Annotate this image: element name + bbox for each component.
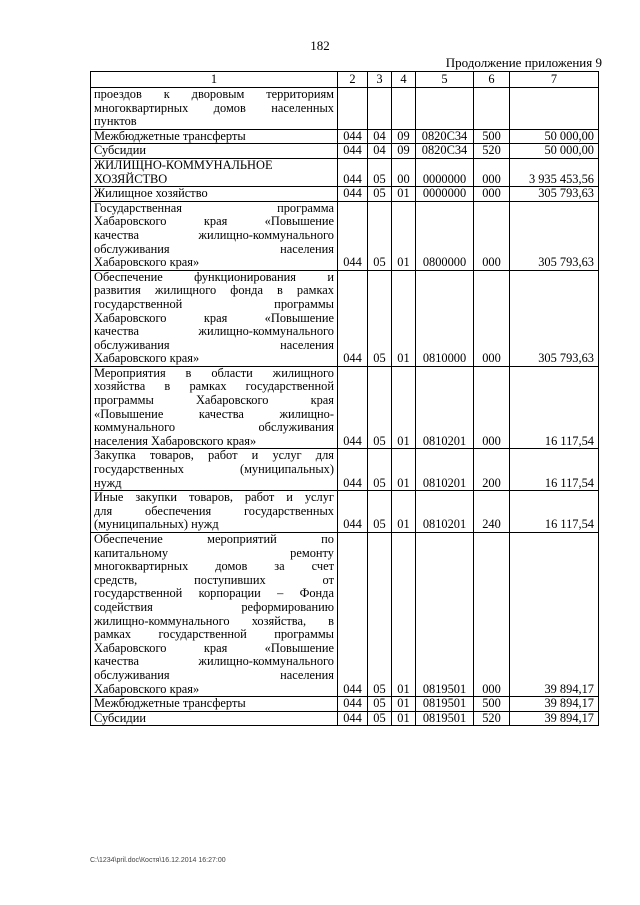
row-name-line: программы Хабаровского края — [94, 393, 334, 408]
continuation-label: Продолжение приложения 9 — [445, 55, 602, 70]
admin-code-cell — [338, 88, 368, 130]
expense-type-cell: 500 — [474, 129, 510, 144]
row-name-line: Хабаровского края» — [94, 681, 200, 696]
table-header-row — [91, 72, 599, 88]
amount-cell: 16 117,54 — [510, 366, 599, 449]
target-article-cell: 0810201 — [416, 491, 474, 533]
row-name-line: Хабаровского края «Повышение — [94, 640, 334, 655]
amount-cell: 50 000,00 — [510, 129, 599, 144]
row-name-line: Межбюджетные трансферты — [94, 129, 246, 143]
target-article-cell — [416, 88, 474, 130]
target-article-cell: 0000000 — [416, 158, 474, 186]
row-name-line: пунктов — [94, 114, 137, 129]
column-header: 3 — [368, 72, 392, 88]
admin-code-cell: 044 — [338, 270, 368, 366]
row-name-line: государственной программы — [94, 296, 334, 311]
section-cell: 05 — [368, 270, 392, 366]
row-name-line: развития жилищного фонда в рамках — [94, 283, 334, 298]
table-row — [91, 697, 599, 712]
budget-table — [90, 71, 599, 726]
expense-type-cell: 000 — [474, 533, 510, 697]
file-path-footer: C:\1234\pril.doc\Костя\16.12.2014 16:27:00 — [90, 857, 226, 864]
amount-cell: 16 117,54 — [510, 449, 599, 491]
row-name-line: Хабаровского края» — [94, 255, 200, 270]
subsection-cell: 01 — [392, 711, 416, 726]
column-header: 1 — [91, 72, 338, 88]
row-name-line: Субсидии — [94, 143, 146, 158]
amount-cell: 305 793,63 — [510, 270, 599, 366]
table-row — [91, 711, 599, 726]
table-row — [91, 533, 599, 697]
section-cell: 05 — [368, 711, 392, 726]
table-row — [91, 88, 599, 130]
section-cell: 05 — [368, 187, 392, 202]
subsection-cell: 01 — [392, 533, 416, 697]
row-name — [91, 270, 338, 366]
amount-cell: 3 935 453,56 — [510, 158, 599, 186]
subsection-cell: 01 — [392, 491, 416, 533]
column-header: 7 — [510, 72, 599, 88]
table-row — [91, 187, 599, 202]
row-name-line: ХОЗЯЙСТВО — [94, 171, 168, 186]
row-name-line: государственных (муниципальных) — [94, 462, 334, 477]
expense-type-cell: 200 — [474, 449, 510, 491]
target-article-cell: 0820С34 — [416, 129, 474, 144]
amount-cell: 305 793,63 — [510, 201, 599, 270]
expense-type-cell: 000 — [474, 187, 510, 202]
admin-code-cell: 044 — [338, 711, 368, 726]
expense-type-cell: 520 — [474, 144, 510, 159]
row-name-line: Субсидии — [94, 711, 146, 725]
row-name-line: ЖИЛИЩНО-КОММУНАЛЬНОЕ — [94, 158, 273, 172]
row-name-line: Хабаровского края» — [94, 351, 200, 366]
amount-cell — [510, 88, 599, 130]
target-article-cell: 0800000 — [416, 201, 474, 270]
subsection-cell: 00 — [392, 158, 416, 186]
admin-code-cell: 044 — [338, 697, 368, 712]
subsection-cell: 09 — [392, 144, 416, 159]
target-article-cell: 0810201 — [416, 449, 474, 491]
column-header: 2 — [338, 72, 368, 88]
target-article-cell: 0819501 — [416, 533, 474, 697]
row-name-line: Жилищное хозяйство — [94, 186, 208, 201]
row-name — [91, 449, 338, 491]
row-name-line: рамках государственной программы — [94, 627, 334, 642]
section-cell: 05 — [368, 201, 392, 270]
target-article-cell: 0810201 — [416, 366, 474, 449]
row-name-line: (муниципальных) нужд — [94, 517, 219, 532]
row-name — [91, 158, 338, 186]
subsection-cell: 01 — [392, 366, 416, 449]
section-cell: 05 — [368, 533, 392, 697]
row-name-line: коммунального обслуживания — [94, 420, 334, 435]
admin-code-cell: 044 — [338, 449, 368, 491]
amount-cell: 39 894,17 — [510, 711, 599, 726]
section-cell — [368, 88, 392, 130]
row-name-line: качества жилищно-коммунального — [94, 227, 334, 242]
row-name-line: обслуживания населения — [94, 667, 334, 682]
row-name-line: Иные закупки товаров, работ и услуг — [94, 490, 334, 505]
column-header: 4 — [392, 72, 416, 88]
row-name-line: Мероприятия в области жилищного — [94, 366, 334, 380]
expense-type-cell: 000 — [474, 201, 510, 270]
row-name-line: государственной корпорации – Фонда — [94, 586, 334, 601]
section-cell: 05 — [368, 491, 392, 533]
expense-type-cell: 000 — [474, 158, 510, 186]
target-article-cell: 0000000 — [416, 187, 474, 202]
row-name-line: проездов к дворовым территориям — [94, 87, 334, 101]
table-row — [91, 158, 599, 186]
expense-type-cell: 240 — [474, 491, 510, 533]
section-cell: 04 — [368, 144, 392, 159]
table-row — [91, 144, 599, 159]
row-name-line: Межбюджетные трансферты — [94, 696, 246, 711]
row-name-line: «Повышение качества жилищно- — [94, 406, 334, 421]
row-name — [91, 697, 338, 712]
expense-type-cell: 500 — [474, 697, 510, 712]
table-row — [91, 201, 599, 270]
row-name-line: многоквартирных домов населенных — [94, 100, 334, 115]
table-row — [91, 491, 599, 533]
row-name — [91, 201, 338, 270]
table-row — [91, 449, 599, 491]
admin-code-cell: 044 — [338, 491, 368, 533]
row-name-line: Обеспечение мероприятий по — [94, 532, 334, 546]
page-number: 182 — [310, 38, 330, 53]
subsection-cell: 01 — [392, 449, 416, 491]
subsection-cell: 01 — [392, 697, 416, 712]
row-name-line: средств, поступивших от — [94, 572, 334, 587]
row-name-line: обслуживания населения — [94, 337, 334, 352]
target-article-cell: 0819501 — [416, 711, 474, 726]
admin-code-cell: 044 — [338, 533, 368, 697]
amount-cell: 39 894,17 — [510, 697, 599, 712]
section-cell: 05 — [368, 366, 392, 449]
row-name — [91, 129, 338, 144]
column-header: 6 — [474, 72, 510, 88]
expense-type-cell: 520 — [474, 711, 510, 726]
admin-code-cell: 044 — [338, 129, 368, 144]
row-name-line: качества жилищно-коммунального — [94, 324, 334, 339]
expense-type-cell — [474, 88, 510, 130]
subsection-cell — [392, 88, 416, 130]
row-name-line: обслуживания населения — [94, 241, 334, 256]
target-article-cell: 0810000 — [416, 270, 474, 366]
row-name-line: качества жилищно-коммунального — [94, 654, 334, 669]
target-article-cell: 0820С34 — [416, 144, 474, 159]
row-name-line: Закупка товаров, работ и услуг для — [94, 448, 334, 463]
subsection-cell: 01 — [392, 187, 416, 202]
row-name-line: Хабаровского края «Повышение — [94, 214, 334, 229]
row-name — [91, 144, 338, 159]
admin-code-cell: 044 — [338, 187, 368, 202]
expense-type-cell: 000 — [474, 366, 510, 449]
subsection-cell: 09 — [392, 129, 416, 144]
amount-cell: 305 793,63 — [510, 187, 599, 202]
admin-code-cell: 044 — [338, 158, 368, 186]
amount-cell: 16 117,54 — [510, 491, 599, 533]
row-name — [91, 491, 338, 533]
row-name — [91, 187, 338, 202]
admin-code-cell: 044 — [338, 201, 368, 270]
amount-cell: 50 000,00 — [510, 144, 599, 159]
subsection-cell: 01 — [392, 270, 416, 366]
row-name-line: нужд — [94, 475, 122, 490]
row-name-line: хозяйства в рамках государственной — [94, 379, 334, 394]
section-cell: 05 — [368, 158, 392, 186]
target-article-cell: 0819501 — [416, 697, 474, 712]
column-header: 5 — [416, 72, 474, 88]
row-name-line: населения Хабаровского края» — [94, 433, 257, 448]
row-name — [91, 711, 338, 726]
table-row — [91, 366, 599, 449]
row-name — [91, 88, 338, 130]
row-name-line: содействия реформированию — [94, 599, 334, 614]
table-row — [91, 270, 599, 366]
row-name-line: Обеспечение функционирования и — [94, 270, 334, 284]
row-name-line: жилищно-коммунального хозяйства, в — [94, 613, 334, 628]
section-cell: 04 — [368, 129, 392, 144]
row-name-line: для обеспечения государственных — [94, 503, 334, 518]
row-name-line: многоквартирных домов за счет — [94, 559, 334, 574]
section-cell: 05 — [368, 449, 392, 491]
row-name-line: Государственная программа — [94, 201, 334, 215]
amount-cell: 39 894,17 — [510, 533, 599, 697]
admin-code-cell: 044 — [338, 366, 368, 449]
admin-code-cell: 044 — [338, 144, 368, 159]
row-name — [91, 533, 338, 697]
subsection-cell: 01 — [392, 201, 416, 270]
row-name — [91, 366, 338, 449]
section-cell: 05 — [368, 697, 392, 712]
expense-type-cell: 000 — [474, 270, 510, 366]
row-name-line: капитальному ремонту — [94, 545, 334, 560]
table-row — [91, 129, 599, 144]
row-name-line: Хабаровского края «Повышение — [94, 310, 334, 325]
